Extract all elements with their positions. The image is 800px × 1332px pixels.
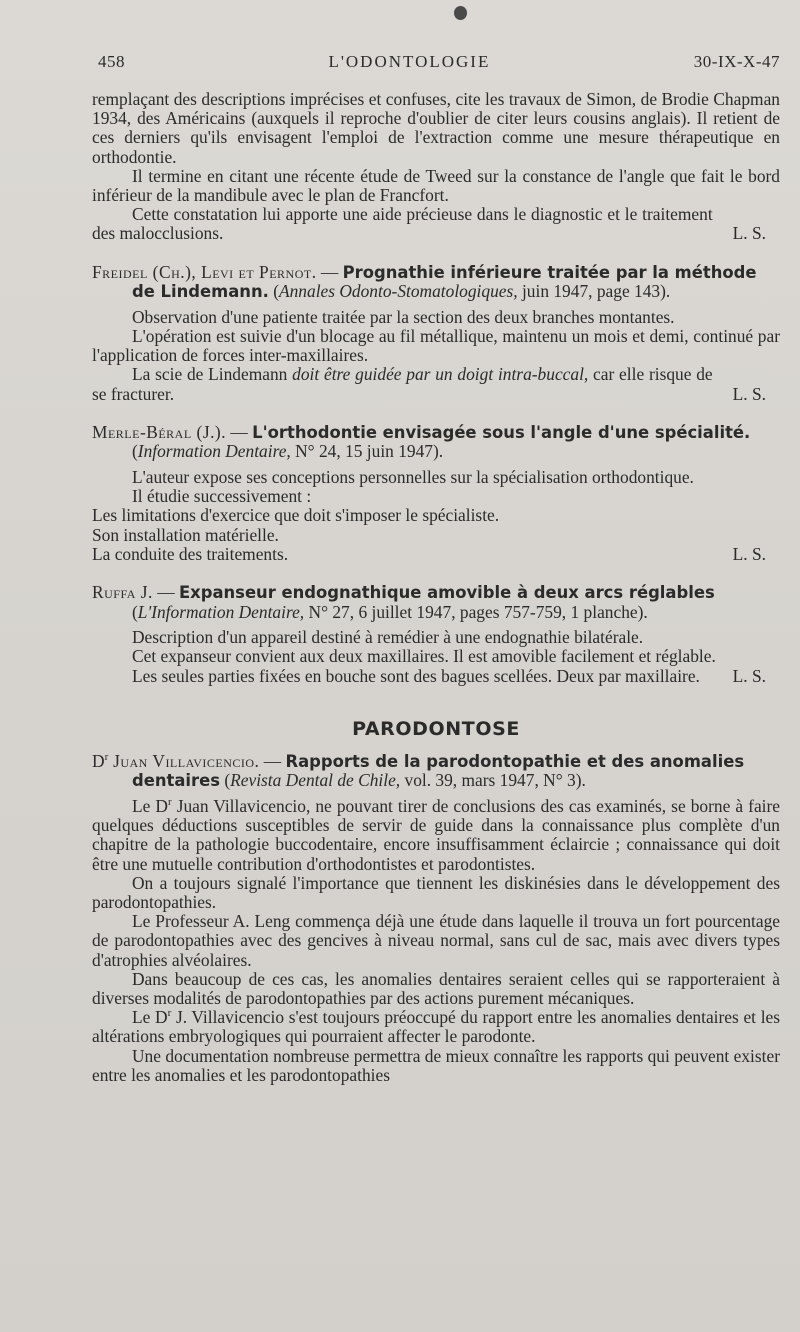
paragraph: Description d'un appareil destiné à remédier à une endognathie bilatérale. (132, 627, 644, 648)
paragraph: L'opération est suivie d'un blocage au fil métallique, maintenu un mois et demi, continué par l'application de forces inter-maxillaires. (92, 326, 780, 366)
review-entry-freidel (92, 263, 780, 404)
paragraph: Une documentation nombreuse permettra de mieux connaître les rapports qui peuvent exister entre les anomalies et les parodontopathies (92, 1045, 780, 1085)
paragraph (92, 1008, 780, 1046)
entry-source: N° 24, 15 juin 1947). (290, 441, 444, 462)
paragraph (92, 797, 780, 874)
paragraph (92, 365, 733, 403)
paren: ( (220, 770, 231, 791)
review-entry-ruffa (92, 583, 780, 686)
text: J. Villavicencio s'est toujours préoccupé du rapport entre les anomalies dentaires et les altérations embryologiques qui pourraient affecter le parodonte. (92, 1007, 781, 1047)
entry-journal: Information Dentaire, (137, 441, 291, 462)
paragraph: Il étudie successivement : (132, 486, 312, 507)
list-item: La conduite des traitements. (92, 543, 289, 564)
entry-author: Juan Villavicencio. (108, 750, 260, 771)
paragraph: Le Professeur A. Leng commença déjà une étude dans laquelle il trouva un fort pourcentage de parodontopathies avec des gencives à niveau normal, sans cul de sac, mais avec divers types d'atrophies alvéolaires. (92, 911, 780, 970)
dash: — (226, 421, 253, 442)
signature: L. S. (732, 223, 766, 244)
entry-journal: Revista Dental de Chile, (230, 770, 401, 791)
signature: L. S. (732, 543, 766, 564)
text: Le D (132, 1007, 168, 1028)
entry-title: Rapports de la parodontopathie et des anomalies dentaires (132, 751, 745, 791)
dash: — (316, 261, 343, 282)
issue-date: 30-IX-X-47 (693, 52, 780, 71)
paragraph: L'auteur expose ses conceptions personnelles sur la spécialisation orthodontique. (132, 467, 694, 488)
review-entry-villavicencio (92, 752, 780, 1085)
paragraph-with-signature (92, 667, 780, 686)
superscript: r (167, 1007, 172, 1020)
list-item: Les limitations d'exercice que doit s'imposer le spécialiste. (92, 505, 500, 526)
list-item: Son installation matérielle. (92, 524, 279, 545)
journal-title: L'ODONTOLOGIE (328, 52, 491, 71)
entry-heading (92, 752, 780, 791)
emphasis-text: doit être guidée par un doigt intra-buccal, (292, 364, 589, 385)
dash: — (259, 750, 286, 771)
paragraph-with-signature (92, 545, 780, 564)
entry-author: Ruffa J. (92, 582, 153, 603)
paragraph: remplaçant des descriptions imprécises et confuses, cite les travaux de Simon, de Brodie Chapman 1934, des Américains (auxquels il reproche d'oublier de citer leurs cousins anglais). Il retient de ces derniers qu'ils envisagent l'emploi de l'extraction comme une mesure thérapeutique en orthodontie. (92, 89, 780, 167)
running-header (92, 52, 780, 72)
entry-heading (92, 583, 780, 622)
review-entry-merle-beral (92, 423, 780, 564)
entry-source: vol. 39, mars 1947, N° 3). (400, 770, 586, 791)
paren: ( (132, 441, 138, 462)
paragraph-with-signature (92, 205, 780, 243)
entry-journal: L'Information Dentaire, (137, 601, 305, 622)
entry-author: Merle-Béral (J.). (92, 421, 227, 442)
entry-heading (92, 423, 780, 462)
text: Juan Villavicencio, ne pouvant tirer de conclusions des cas examinés, se borne à faire quelques déductions susceptibles de servir de guide dans la connaissance plus complète d'un chapitre de la pathologie buccodentaire, encore insuffisamment éclaircie ; connaissance qui doit être une mutuelle contribution d'orthodontistes et parodontistes. (92, 796, 781, 874)
entry-source: N° 27, 6 juillet 1947, pages 757-759, 1 planche). (304, 601, 648, 622)
text: Le D (132, 796, 168, 817)
entry-title: Prognathie inférieure traitée par la méthode de Lindemann. (132, 262, 757, 302)
superscript: r (104, 751, 109, 764)
section-title: PARODONTOSE (352, 717, 520, 740)
intro-review (92, 90, 780, 244)
paragraph: Les seules parties fixées en bouche sont des bagues scellées. Deux par maxillaire. (132, 665, 700, 686)
paragraph: On a toujours signalé l'importance que tiennent les diskinésies dans le développement des parodontopathies. (92, 872, 780, 913)
entry-title: L'orthodontie envisagée sous l'angle d'une spécialité. (252, 422, 751, 442)
paren: ( (132, 601, 138, 622)
ink-dot (454, 6, 467, 20)
paragraph: Cet expanseur convient aux deux maxillaires. Il est amovible facilement et réglable. (132, 646, 716, 667)
paragraph: Il termine en citant une récente étude de Tweed sur la constance de l'angle que fait le bord inférieur de la mandibule avec le plan de Francfort. (92, 165, 780, 206)
entry-source: juin 1947, page 143). (517, 281, 671, 302)
entry-journal: Annales Odonto-Stomatologiques, (278, 281, 518, 302)
text: car elle risque de se fracturer. (92, 364, 713, 404)
paragraph: Observation d'une patiente traitée par la section des deux branches montantes. (132, 306, 675, 327)
paren: ( (268, 281, 279, 302)
entry-author: Freidel (Ch.), Levi et Pernot. (92, 261, 317, 282)
superscript: r (167, 796, 172, 809)
paragraph: Cette constatation lui apporte une aide précieuse dans le diagnostic et le traitement des malocclusions. (92, 204, 713, 244)
author-title: D (92, 750, 105, 771)
dash: — (152, 582, 179, 603)
signature: L. S. (732, 665, 766, 686)
paragraph: Dans beaucoup de ces cas, les anomalies dentaires seraient celles qui se rapporteraient à diverses modalités de parodontopathies par des actions purement mécaniques. (92, 968, 780, 1009)
text: La scie de Lindemann (132, 364, 293, 385)
page-number: 458 (98, 52, 125, 71)
entry-title: Expanseur endognathique amovible à deux arcs réglables (178, 583, 715, 603)
paragraph-with-signature (92, 365, 780, 403)
signature: L. S. (732, 383, 766, 404)
entry-heading (92, 263, 780, 302)
